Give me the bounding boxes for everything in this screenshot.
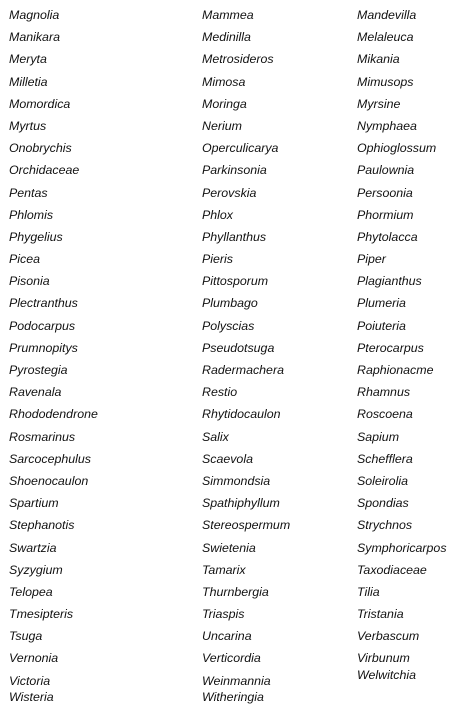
- genus-list-item: Stephanotis: [9, 518, 75, 533]
- genus-list-item: Rosmarinus: [9, 429, 76, 444]
- genus-list-item: Telopea: [9, 584, 53, 599]
- genus-list-item: Rhamnus: [357, 385, 411, 400]
- genus-list-item: Parkinsonia: [202, 163, 267, 178]
- genus-list-item: Simmondsia: [202, 473, 271, 488]
- genus-list-item: Victoria: [9, 673, 51, 688]
- genus-list-item: Tamarix: [202, 562, 246, 577]
- genus-list-item: Verticordia: [202, 651, 261, 666]
- genus-list-item: Phyllanthus: [202, 229, 267, 244]
- genus-column-1: [9, 7, 159, 706]
- genus-list-item: Stereospermum: [202, 518, 291, 533]
- genus-list-item: Podocarpus: [9, 318, 76, 333]
- genus-list-item: Rhododendrone: [9, 407, 98, 422]
- genus-list-item: Poiuteria: [357, 318, 406, 333]
- genus-list-item: Spondias: [357, 496, 409, 511]
- genus-list-item: Ophioglossum: [357, 141, 437, 156]
- genus-list-item: Tristania: [357, 607, 404, 622]
- genus-list-item: Metrosideros: [202, 52, 274, 67]
- genus-list-item: Phytolacca: [357, 229, 418, 244]
- genus-list-item: Phygelius: [9, 229, 63, 244]
- genus-list-item: Spartium: [9, 496, 59, 511]
- genus-column-3: [357, 7, 457, 683]
- genus-list-item: Triaspis: [202, 607, 245, 622]
- genus-list-item: Onobrychis: [9, 141, 72, 156]
- genus-list-item: Pieris: [202, 252, 233, 267]
- genus-column-2: [202, 7, 352, 706]
- genus-list-item: Pisonia: [9, 274, 50, 289]
- genus-list-item: Phlomis: [9, 207, 54, 222]
- genus-list-item: Uncarina: [202, 629, 252, 644]
- genus-list-item: Rhytidocaulon: [202, 407, 281, 422]
- genus-list-item: Weinmannia: [202, 673, 271, 688]
- genus-list-item: Sarcocephulus: [9, 451, 91, 466]
- genus-list-item: Tsuga: [9, 629, 43, 644]
- genus-list-item: Radermachera: [202, 363, 284, 377]
- genus-list-item: Prumnopitys: [9, 340, 78, 355]
- genus-list-item: Pterocarpus: [357, 340, 424, 355]
- genus-list-item: Swartzia: [9, 540, 57, 555]
- genus-list-item: Moringa: [202, 96, 247, 111]
- genus-list-item: Orchidaceae: [9, 163, 80, 178]
- genus-list-item: Shoenocaulon: [9, 473, 89, 488]
- genus-list-item: Plumbago: [202, 296, 258, 311]
- genus-list-item: Ravenala: [9, 385, 62, 400]
- genus-list-item: Roscoena: [357, 407, 413, 422]
- genus-list-item: Scaevola: [202, 451, 253, 466]
- genus-list-item: Plectranthus: [9, 296, 78, 311]
- genus-list-item: Piper: [357, 252, 386, 267]
- genus-list-item: Schefflera: [357, 451, 413, 466]
- genus-list-item: Plagianthus: [357, 274, 422, 289]
- genus-list-item: Witheringia: [202, 690, 264, 705]
- genus-list-item: Syzygium: [9, 562, 63, 577]
- genus-list-item: Meryta: [9, 52, 47, 67]
- genus-list-item: Melaleuca: [357, 30, 414, 45]
- genus-list-item: Vernonia: [9, 651, 59, 666]
- genus-list-item: Thurnbergia: [202, 584, 269, 599]
- genus-list-item: Phlox: [202, 207, 233, 222]
- genus-list-item: Phormium: [357, 207, 414, 222]
- genus-list-item: Picea: [9, 252, 40, 267]
- genus-list-item: Nerium: [202, 118, 242, 133]
- genus-list-item: Welwitchia: [357, 667, 416, 682]
- genus-list-item: Virbunum: [357, 651, 410, 666]
- genus-list-item: Spathiphyllum: [202, 496, 280, 511]
- genus-list-item: Tilia: [357, 584, 380, 599]
- genus-list-item: Paulownia: [357, 163, 415, 178]
- genus-list-item: Plumeria: [357, 296, 406, 311]
- genus-list-item: Restio: [202, 385, 238, 400]
- genus-list-item: Milletia: [9, 74, 48, 89]
- genus-list-item: Soleirolia: [357, 473, 408, 488]
- genus-list-item: Polyscias: [202, 318, 255, 333]
- genus-list-item: Persoonia: [357, 185, 413, 200]
- genus-list-item: Verbascum: [357, 629, 420, 644]
- genus-list-item: Mimusops: [357, 74, 414, 89]
- genus-list-item: Symphoricarpos: [357, 540, 447, 555]
- genus-list-item: Nymphaea: [357, 118, 417, 133]
- genus-list-item: Pseudotsuga: [202, 340, 275, 355]
- genus-list-item: Mandevilla: [357, 8, 417, 22]
- genus-list-item: Momordica: [9, 96, 71, 111]
- genus-list-item: Salix: [202, 429, 229, 444]
- genus-list-item: Pyrostegia: [9, 363, 68, 377]
- genus-list-item: Pentas: [9, 185, 48, 200]
- genus-list-item: Mammea: [202, 8, 254, 22]
- genus-list-item: Mimosa: [202, 74, 246, 89]
- genus-list-item: Myrsine: [357, 96, 401, 111]
- genus-list-item: Wisteria: [9, 690, 54, 705]
- genus-list-item: Pittosporum: [202, 274, 269, 289]
- genus-list-item: Sapium: [357, 429, 400, 444]
- genus-list-item: Swietenia: [202, 540, 256, 555]
- genus-list-item: Operculicarya: [202, 141, 279, 156]
- genus-list-item: Strychnos: [357, 518, 413, 533]
- genus-list-item: Manikara: [9, 30, 60, 45]
- genus-list-item: Raphionacme: [357, 363, 434, 377]
- genus-list-item: Myrtus: [9, 118, 47, 133]
- genus-list-item: Medinilla: [202, 30, 251, 45]
- genus-list-item: Mikania: [357, 52, 400, 67]
- genus-list-item: Taxodiaceae: [357, 562, 427, 577]
- genus-list-item: Magnolia: [9, 8, 60, 22]
- genus-list-item: Perovskia: [202, 185, 257, 200]
- genus-list-item: Tmesipteris: [9, 607, 74, 622]
